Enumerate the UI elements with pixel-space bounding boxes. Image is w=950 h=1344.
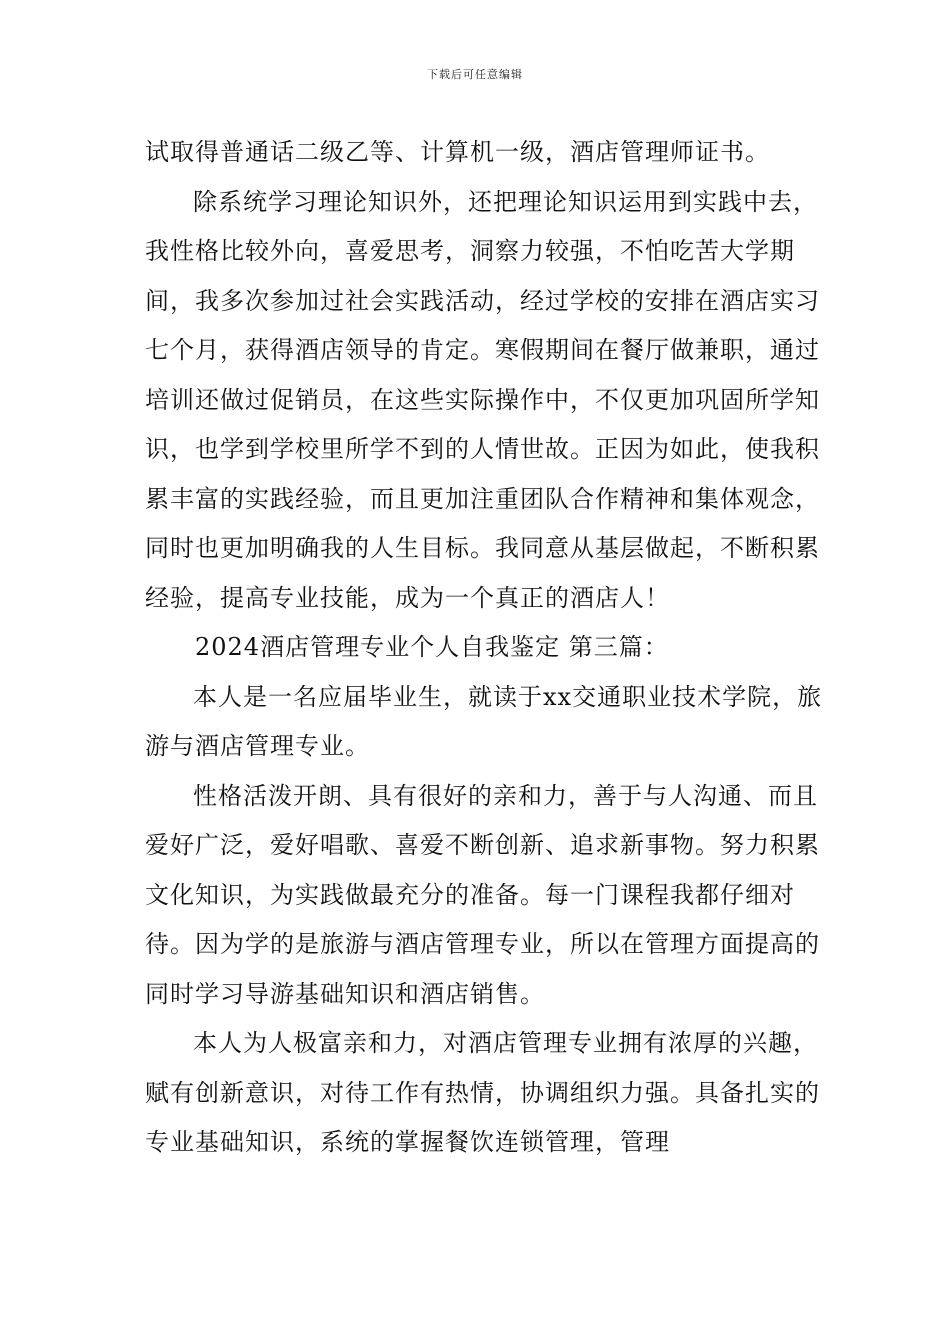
paragraph-1: 试取得普通话二级乙等、计算机一级，酒店管理师证书。	[145, 138, 770, 166]
paragraph-3: 本人是一名应届毕业生，就读于xx交通职业技术学院，旅游与酒店管理专业。	[145, 682, 823, 760]
paragraph-2: 除系统学习理论知识外，还把理论知识运用到实践中去，我性格比较外向，喜爱思考，洞察力较强，不怕吃苦大学期间，我多次参加过社会实践活动，经过学校的安排在酒店实习七个月，获得酒店领导的肯定。寒假期间在餐厅做兼职，通过培训还做过促销员，在这些实际操作中，不仅更加巩固所学知识，也学到学校里所学不到的人情世故。正因为如此，使我积累丰富的实践经验，而且更加注重团队合作精神和集体观念，同时也更加明确我的人生目标。我同意从基层做起，不断积累经验，提高专业技能，成为一个真正的酒店人！	[145, 187, 820, 612]
paragraph-5: 本人为人极富亲和力，对酒店管理专业拥有浓厚的兴趣，赋有创新意识，对待工作有热情，协调组织力强。具备扎实的专业基础知识，系统的掌握餐饮连锁管理，管理	[145, 1029, 820, 1156]
page-header: 下载后可任意编辑	[427, 68, 523, 81]
section-heading: 2024酒店管理专业个人自我鉴定 第三篇：	[195, 633, 669, 661]
paragraph-4: 性格活泼开朗、具有很好的亲和力，善于与人沟通、而且爱好广泛，爱好唱歌、喜爱不断创新、追求新事物。努力积累文化知识，为实践做最充分的准备。每一门课程我都仔细对待。因为学的是旅游与酒店管理专业，所以在管理方面提高的同时学习导游基础知识和酒店销售。	[145, 781, 820, 1008]
document-body	[145, 128, 825, 1168]
